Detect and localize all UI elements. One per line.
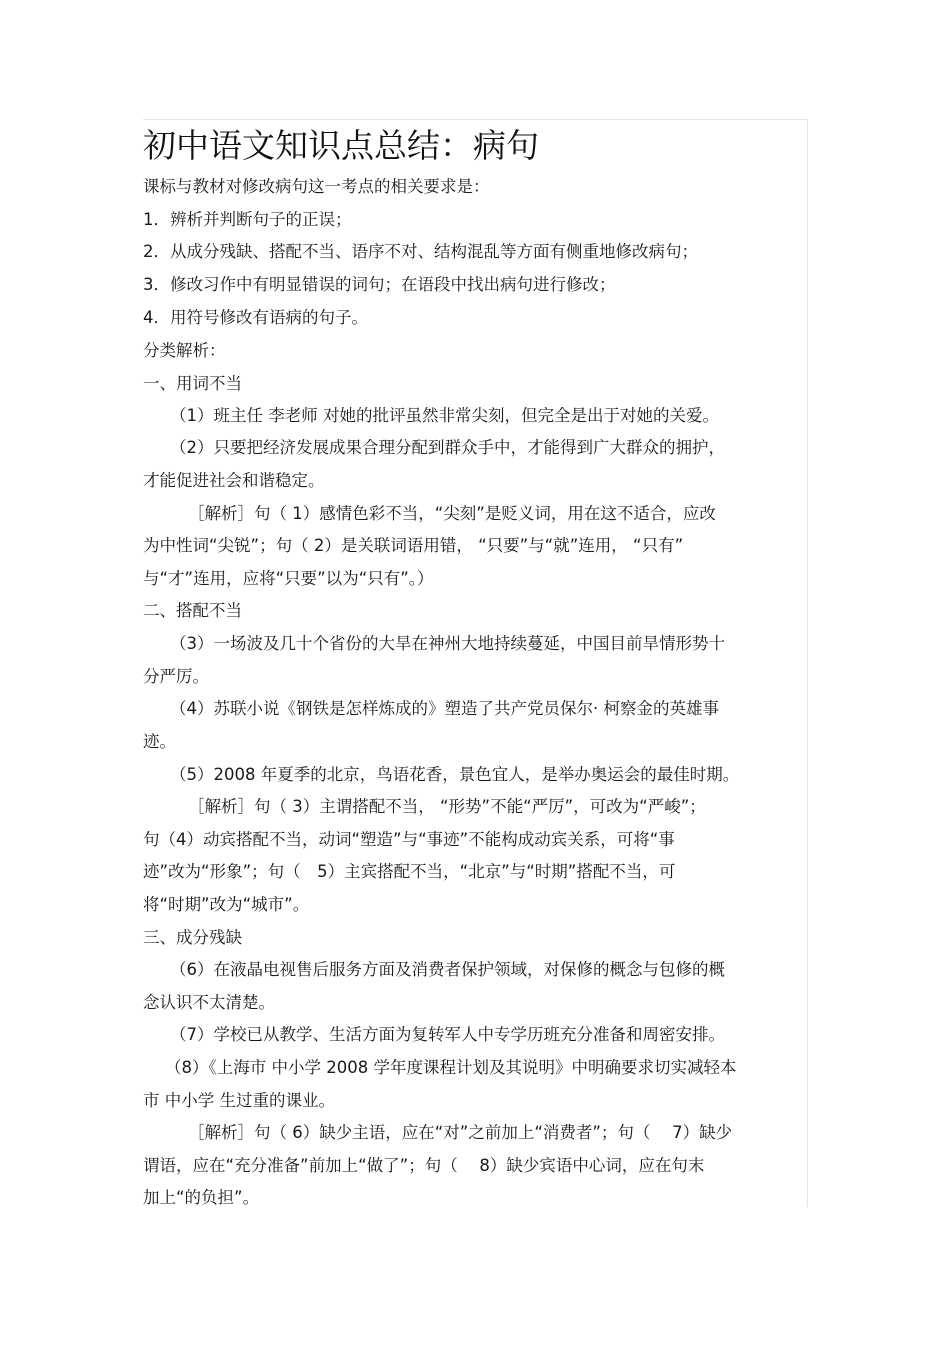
requirement-1: 1．辨析并判断句子的正误； [143, 210, 352, 229]
analysis-text: ［解析］句（ 6）缺少主语，应在“对”之前加上“消费者”；句（ 7）缺少 [188, 1123, 733, 1142]
section-heading-word-misuse: 一、用词不当 [143, 374, 242, 393]
analysis-text: 为中性词“尖锐”；句（ 2）是关联词语用错， “只要”与“就”连用， “只有” [143, 536, 684, 555]
analysis-text: 谓语，应在“充分准备”前加上“做了”；句（ 8）缺少宾语中心词，应在句末 [143, 1156, 705, 1175]
example-sentence: （2）只要把经济发展成果合理分配到群众手中，才能得到广大群众的拥护， [170, 438, 725, 457]
page-frame-top [143, 119, 808, 120]
example-sentence: （4）苏联小说《钢铁是怎样炼成的》塑造了共产党员保尔· 柯察金的英雄事 [170, 699, 719, 718]
analysis-text: 与“才”连用，应将“只要”以为“只有”。） [143, 569, 434, 588]
page-frame-right [807, 119, 808, 1207]
example-sentence: 迹。 [143, 732, 176, 751]
analysis-text: 将“时期”改为“城市”。 [143, 895, 310, 914]
example-sentence: 市 中小学 生过重的课业。 [143, 1091, 335, 1110]
example-sentence: （6）在液晶电视售后服务方面及消费者保护领域，对保修的概念与包修的概 [170, 960, 725, 979]
analysis-text: 迹”改为“形象”；句（ 5）主宾搭配不当，“北京”与“时期”搭配不当，可 [143, 862, 676, 881]
example-sentence: （3）一场波及几十个省份的大旱在神州大地持续蔓延，中国目前旱情形势十 [170, 634, 725, 653]
example-sentence: （1）班主任 李老师 对她的批评虽然非常尖刻，但完全是出于对她的关爱。 [170, 406, 719, 425]
analysis-text: ［解析］句（ 3）主谓搭配不当， “形势”不能“严厉”，可改为“严峻”； [188, 797, 706, 816]
example-sentence: 分严厉。 [143, 667, 209, 686]
example-sentence: （5）2008 年夏季的北京，鸟语花香，景色宜人，是举办奥运会的最佳时期。 [170, 765, 740, 784]
example-sentence: （7）学校已从教学、生活方面为复转军人中专学历班充分准备和周密安排。 [170, 1025, 725, 1044]
section-heading-missing-components: 三、成分残缺 [143, 928, 242, 947]
example-sentence: 才能促进社会和谐稳定。 [143, 471, 325, 490]
analysis-text: 加上“的负担”。 [143, 1188, 260, 1207]
section-heading-collocation: 二、搭配不当 [143, 601, 242, 620]
page-title: 初中语文知识点总结：病句 [143, 126, 539, 165]
analysis-text: ［解析］句（ 1）感情色彩不当，“尖刻”是贬义词，用在这不适合，应改 [188, 504, 716, 523]
example-sentence: 念认识不太清楚。 [143, 993, 275, 1012]
example-sentence: （8）《上海市 中小学 2008 学年度课程计划及其说明》中明确要求切实减轻本 [165, 1058, 737, 1077]
requirement-2: 2．从成分残缺、搭配不当、语序不对、结构混乱等方面有侧重地修改病句； [143, 242, 698, 261]
analysis-text: 句（4）动宾搭配不当，动词“塑造”与“事迹”不能构成动宾关系，可将“事 [143, 830, 675, 849]
analysis-heading: 分类解析： [143, 341, 226, 360]
requirement-4: 4．用符号修改有语病的句子。 [143, 308, 368, 327]
intro-text: 课标与教材对修改病句这一考点的相关要求是： [143, 177, 490, 196]
requirement-3: 3．修改习作中有明显错误的词句；在语段中找出病句进行修改； [143, 275, 616, 294]
